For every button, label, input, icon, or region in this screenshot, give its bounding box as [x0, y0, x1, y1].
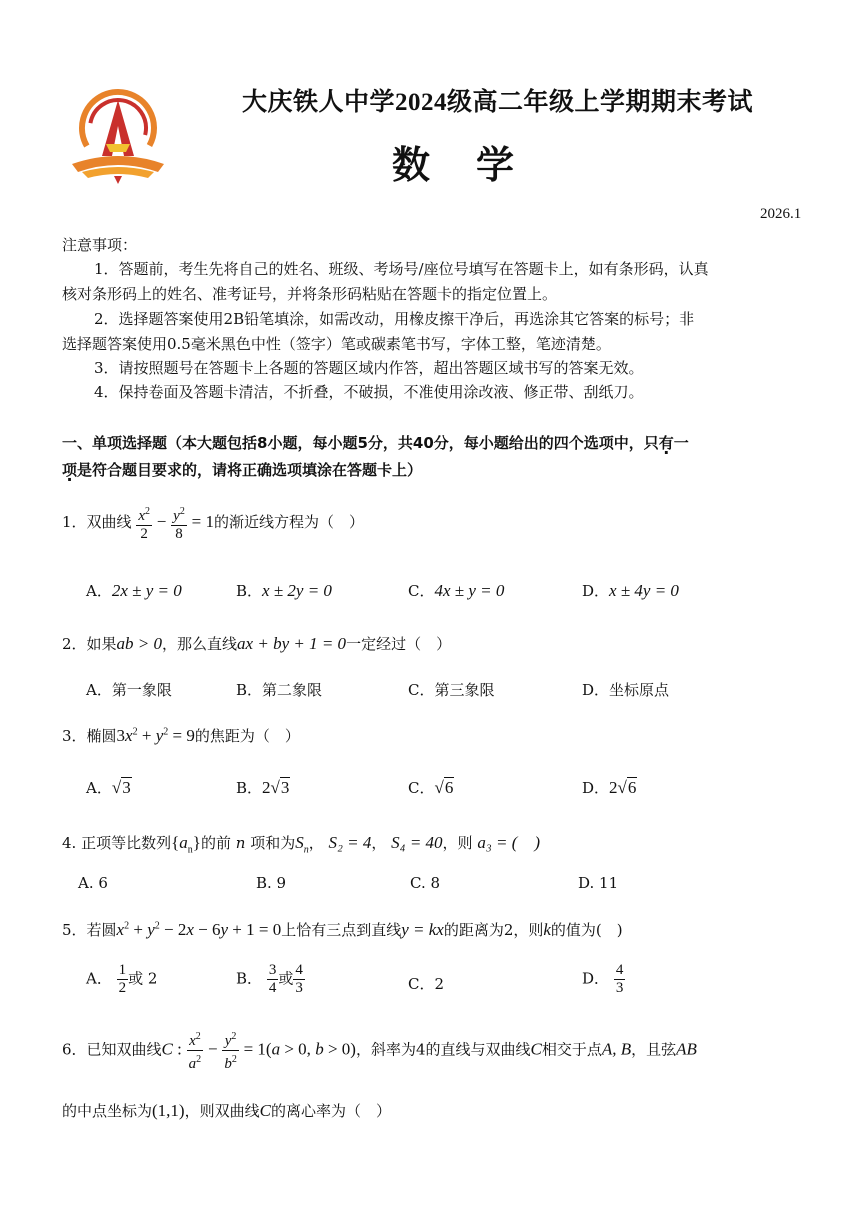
q1-option-b: [236, 580, 332, 601]
option-label: A．: [86, 582, 112, 600]
question-4-prefix: 4. 正项等比数列: [62, 834, 172, 852]
option-or: 或: [278, 969, 294, 988]
question-4-s4: S₄ = 40: [391, 833, 443, 852]
notice-item-1-cont: 核对条形码上的姓名、准考证号，并将条形码粘贴在答题卡的指定位置上。: [62, 285, 558, 303]
question-6-point: (1,1): [152, 1101, 185, 1120]
q4-option-b: B. 9: [256, 874, 287, 892]
question-5-prefix: 5．若圆: [62, 921, 117, 939]
fraction-x2-over-2: $\frac{x^2}{2}$: [136, 503, 152, 543]
q5-option-d: D． $\frac{4}{3}$: [582, 962, 624, 996]
question-3-prefix: 3．椭圆: [62, 727, 117, 745]
section-heading-emphasis: 只有一: [643, 434, 689, 452]
q5-option-c: C．2: [408, 975, 445, 993]
option-label: D．: [582, 969, 610, 988]
question-4-s2: S₂ = 4: [328, 833, 372, 852]
question-5: 5．若圆$x^2 + y^2 - 2x - 6y + 1 = 0$上恰有三点到直线y = kx的距离为2，则k的值为( ): [62, 920, 623, 939]
question-4: 4. 正项等比数列$\{a_n\}$的前 n 项和为$S_n$， S₂ = 4， S₄ = 40，则 a₃ = ( ): [62, 833, 541, 856]
exam-title: 大庆铁人中学2024级高二年级上学期期末考试: [242, 89, 754, 116]
question-2-mid: ，那么直线: [162, 635, 238, 653]
question-6-line2-mid: ，则双曲线: [184, 1102, 260, 1120]
question-5-mid2: 的距离为2，则: [443, 921, 544, 939]
question-4-a3: a₃ = ( ): [477, 833, 541, 852]
section-heading-emphasis-2: 项: [62, 461, 78, 479]
option-label: B．: [236, 582, 263, 600]
exam-date: 2026.1: [760, 206, 802, 222]
question-2-prefix: 2．如果: [62, 635, 117, 653]
question-5-line: y = kx: [401, 920, 444, 939]
notice-item-2-cont: 选择题答案使用0.5毫米黑色中性（签字）笔或碳素笔书写，字体工整，笔迹清楚。: [62, 335, 611, 353]
q1-option-d: [582, 580, 679, 601]
question-2-suffix: 一定经过（ ）: [346, 635, 452, 653]
option-or: 或: [128, 969, 144, 988]
question-4-mid2: 项和为: [250, 834, 296, 852]
q2-option-a: A．第一象限: [86, 681, 172, 699]
option-math: 4x ± y = 0: [434, 581, 505, 600]
question-6-chord: AB: [676, 1039, 697, 1059]
q5-option-a: A． $\frac{1}{2}$ 或 2: [86, 962, 158, 996]
question-4-suffix: ，则: [442, 834, 473, 852]
school-logo: [62, 86, 174, 186]
question-1: 1．双曲线 $\frac{x^2}{2}$ − $\frac{y^2}{8}$ = 1的渐近线方程为（ ）: [62, 503, 364, 543]
q3-option-c: C．√6: [408, 778, 454, 797]
option-label: C．: [408, 582, 435, 600]
q3-option-b: B．2√3: [236, 778, 290, 797]
q2-option-b: B．第二象限: [236, 681, 323, 699]
q4-option-c: C. 8: [410, 874, 441, 892]
option-label: D．: [582, 779, 610, 797]
question-1-suffix: 的渐近线方程为（ ）: [213, 513, 364, 531]
question-6-prefix: 6．已知双曲线: [62, 1040, 162, 1059]
section-heading-line2: [62, 459, 422, 480]
question-5-suffix: 的值为( ): [550, 921, 623, 939]
option-label: C．: [408, 779, 435, 797]
question-2: [62, 633, 451, 654]
section-heading-text: 一、单项选择题（本大题包括8小题，每小题5分，共40分，每小题给出的四个选项中，: [62, 434, 644, 452]
question-6-c: C: [530, 1039, 542, 1059]
subject-title: 数学: [392, 142, 561, 187]
q1-option-c: [408, 580, 504, 601]
question-6-line2: [62, 1100, 391, 1121]
option-math: 2x ± y = 0: [111, 581, 182, 600]
question-6-line2-prefix: 的中点坐标为: [62, 1102, 153, 1120]
option-label: B．: [236, 779, 263, 797]
question-6: 6．已知双曲线C : $\frac{x^2}{a^2}$ − $\frac{y^2}{b^2}$ = 1(a > 0, b > 0)，斜率为4的直线与双曲线C相交于点A, B，且弦AB: [62, 1028, 697, 1073]
notice-item-2: 2．选择题答案使用2B铅笔填涂，如需改动，用橡皮擦干净后，再选涂其它答案的标号；非: [94, 310, 695, 328]
question-5-k: k: [543, 920, 551, 939]
question-2-line: ax + by + 1 = 0: [237, 634, 347, 653]
q2-option-d: D．坐标原点: [582, 681, 670, 699]
notice-heading: 注意事项：: [62, 236, 138, 254]
question-6-mid3: ，且弦: [631, 1040, 677, 1059]
section-heading-text-2: 是符合题目要求的，请将正确选项填涂在答题卡上）: [77, 461, 423, 479]
question-2-condition: ab > 0: [116, 634, 163, 653]
question-6-mid2: 相交于点: [541, 1040, 602, 1059]
option-math: x ± 4y = 0: [609, 581, 679, 600]
question-4-mid: 的前: [200, 834, 231, 852]
question-3: 3．椭圆$3x^2 + y^2 = 9$的焦距为（ ）: [62, 726, 300, 745]
option-label: B．: [236, 969, 263, 988]
notice-item-1: 1．答题前，考生先将自己的姓名、班级、考场号/座位号填写在答题卡上，如有条形码，认真: [94, 260, 709, 278]
q4-option-a: A. 6: [78, 874, 108, 892]
fraction-y2-over-8: $\frac{y^2}{8}$: [171, 503, 187, 543]
question-6-points: A, B: [601, 1039, 632, 1059]
q3-option-d: D．2√6: [582, 778, 637, 797]
q4-option-d: D. 11: [578, 874, 619, 892]
question-6-line2-suffix: 的离心率为（ ）: [270, 1102, 391, 1120]
notice-item-3: 3．请按照题号在答题卡上各题的答题区域内作答，超出答题区域书写的答案无效。: [94, 359, 644, 377]
q3-option-a: A．√3: [86, 778, 131, 797]
q2-option-c: C．第三象限: [408, 681, 495, 699]
question-5-mid: 上恰有三点到直线: [281, 921, 402, 939]
question-4-n: n: [235, 834, 246, 852]
option-label: D．: [582, 582, 610, 600]
option-label: A．: [86, 969, 112, 988]
question-6-mid: ，斜率为4的直线与双曲线: [355, 1040, 531, 1059]
question-6-c-2: C: [259, 1101, 271, 1120]
option-math: x ± 2y = 0: [262, 581, 332, 600]
question-1-prefix: 1．双曲线: [62, 513, 132, 531]
q5-option-b: B． $\frac{3}{4}$ 或 $\frac{4}{3}$: [236, 962, 303, 996]
notice-item-4: 4．保持卷面及答题卡清洁，不折叠，不破损，不准使用涂改液、修正带、刮纸刀。: [94, 383, 644, 401]
q1-option-a: [86, 580, 182, 601]
option-label: A．: [86, 779, 112, 797]
section-heading-line1: [62, 432, 689, 453]
question-3-suffix: 的焦距为（ ）: [194, 727, 300, 745]
